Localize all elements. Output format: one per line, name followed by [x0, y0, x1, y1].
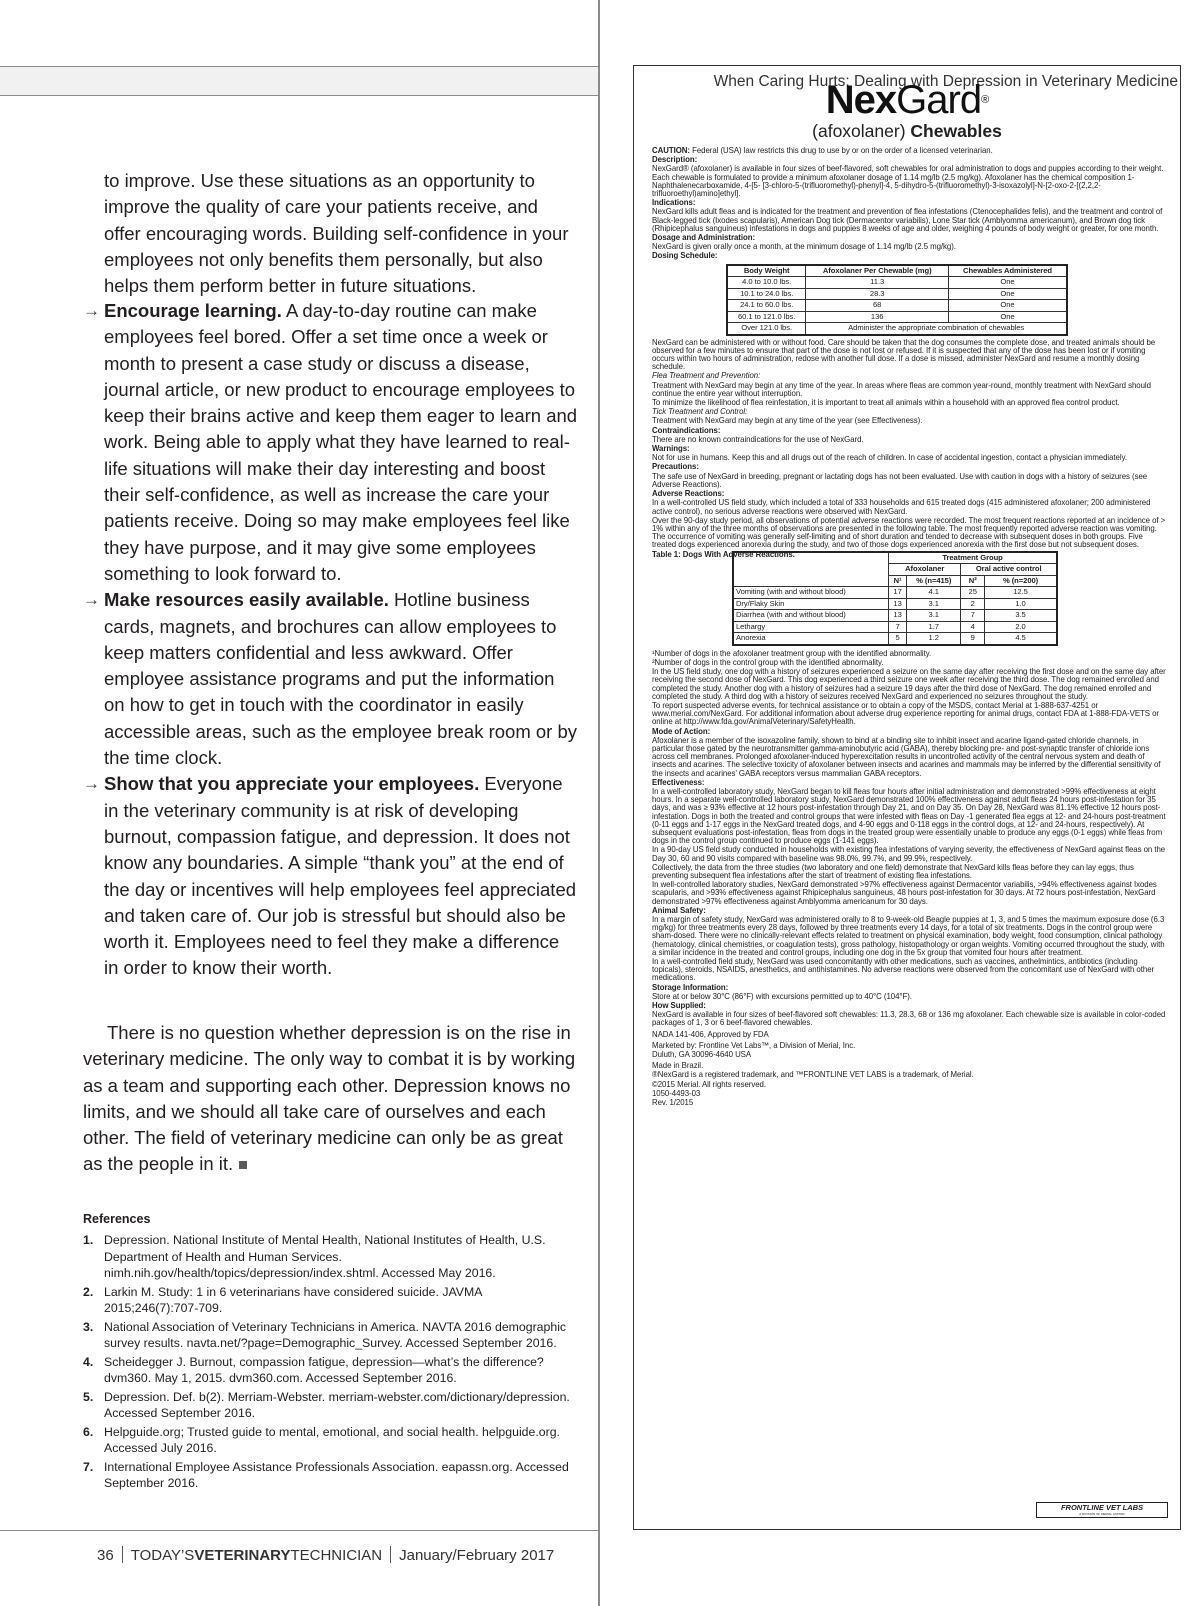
magazine-name-prefix: TODAY’S	[130, 1547, 195, 1564]
list-item-text: A day-to-day routine can make employees feel bored. Offer a set time once a week or month to present a case study or discuss a disease, journal article, or new product to encourage employees to keep their brains active and keep them eager to learn and work. Being able to apply what they have learned to real-life situations will make their day interesting and boost their self-confidence, as well as increase the care your patients receive. Doing so may make employees feel like they have purpose, and it may give some employees something to look forward to.	[104, 300, 578, 584]
table-row	[727, 300, 1067, 312]
effectiveness-text: In a 90-day US field study conducted in households with existing flea infestations of varying severity, the effectiveness of NexGard against fleas on the Day 30, 60 and 90 visits compared with baseline was 98.0%, 99.7%, and 99.9%, respectively.	[652, 845, 1166, 863]
flea-text: To minimize the likelihood of flea reinfestation, it is important to treat all animals within a household with an approved flea control product.	[652, 398, 1120, 408]
footer-divider	[390, 1546, 391, 1563]
footer-rule	[0, 1530, 598, 1531]
table-cell: 3.5	[985, 610, 1057, 622]
tips-list	[83, 298, 578, 982]
effectiveness-text: Collectively, the data from the three studies (two laboratory and one field) demonstrate that NexGard kills fleas before they can lay eggs, thus preventing subsequent flea infestations after the start of treatment of existing flea infestations.	[652, 862, 1134, 880]
references-list	[83, 1232, 578, 1494]
reference-number: 6.	[83, 1424, 94, 1439]
magazine-name-suffix: TECHNICIAN	[290, 1547, 383, 1564]
table-cell: One	[949, 277, 1067, 289]
reference-number: 2.	[83, 1284, 94, 1299]
magazine-name-bold: VETERINARY	[194, 1547, 291, 1564]
subsection-heading: Tick Treatment and Control:	[652, 407, 748, 417]
reference-text: Depression. Def. b(2). Merriam-Webster. merriam-webster.com/dictionary/depression. Accessed September 2016.	[104, 1389, 570, 1421]
table-row	[733, 621, 1057, 633]
table-cell: 9	[961, 633, 985, 645]
reference-item	[83, 1459, 578, 1492]
marketer-address: Duluth, GA 30096-4640 USA	[652, 1050, 752, 1060]
page-gutter-line	[598, 0, 600, 1606]
table-cell: 2.0	[985, 621, 1057, 633]
frontline-vet-labs-logo	[1036, 1502, 1168, 1518]
table-cell: 25	[961, 587, 985, 599]
brand-logo	[633, 78, 1181, 140]
dosing-schedule-table	[726, 264, 1068, 336]
end-mark-icon	[239, 1161, 247, 1169]
table-cell: 24.1 to 60.0 lbs.	[727, 300, 806, 312]
safety-text: In a well-controlled field study, NexGard was used concomitantly with other medications, such as vaccines, anthelmintics, antibiotics (including topicals), steroids, NSAIDS, anesthetics, and antihistamines. No adverse reactions were observed from the concomitant use of NexGard with other medications.	[652, 957, 1155, 983]
reference-text: Helpguide.org; Trusted guide to mental, emotional, and social health. helpguide.org. Accessed July 2016.	[104, 1424, 560, 1456]
table-cell: 11.3	[806, 277, 949, 289]
country-of-manufacture: Made in Brazil.	[652, 1061, 704, 1071]
table-row	[733, 598, 1057, 610]
safety-text: In a margin of safety study, NexGard was administered orally to 8 to 9-week-old Beagle puppies at 1, 3, and 5 times the maximum exposure dose (6.3 mg/kg) for three treatments every 28 days, followed by three treatments every 14 days, for a total of six treatments. Dogs in the control group were sham-dosed. There were no clinically-relevant effects related to treatment on physical examination, body weight, food consumption, clinical pathology (hematology, clinical chemistries, or coagulation tests), gross pathology, histopathology or organ weights. Vomiting occurred throughout the study, with a similar incidence in the treated and control groups, including one dog in the 5x group that vomited four hours after treatment.	[652, 915, 1165, 957]
reference-item	[83, 1354, 578, 1387]
warnings-text: Not for use in humans. Keep this and all drugs out of the reach of children. In case of accidental ingestion, contact a physician immediately.	[652, 453, 1127, 463]
list-item-title: Encourage learning.	[104, 300, 282, 321]
dosage-text: NexGard is given orally once a month, at the minimum dosage of 1.14 mg/lb (2.5 mg/kg).	[652, 242, 956, 252]
section-heading: Contraindications:	[652, 425, 721, 435]
table-cell: 17	[889, 587, 907, 599]
mode-of-action-text: Afoxolaner is a member of the isoxazoline family, shown to bind at a binding site to inhibit insect and acarine ligand-gated chloride channels, in particular those gated by the neurotransmitter gamma-aminobutyric acid (GABA), thereby blocking pre- and post-synaptic transfer of chloride ions across cell membranes. Prolonged afoxolaner-induced hyperexcitation results in uncontrolled activity of the central nervous system and death of insects and acarines. The selective toxicity of afoxolaner between insects and acarines and mammals may be inferred by the differential sensitivity of the insects and acarines’ GABA receptors versus mammalian GABA receptors.	[652, 735, 1161, 778]
product-form: Chewables	[910, 121, 1002, 141]
administration-text: NexGard can be administered with or without food. Care should be taken that the dog consumes the complete dose, and treated animals should be observed for a few minutes to ensure that part of the dose is not lost or refused. If it is suspected that any of the dose has been lost or if vomiting occurs within two hours of administration, redose with another full dose. If a dose is missed, administer NexGard and resume a monthly dosing schedule.	[652, 337, 1156, 372]
table-header: N²	[961, 575, 985, 587]
table-cell: 28.3	[806, 288, 949, 300]
table-cell: 4.0 to 10.0 lbs.	[727, 277, 806, 289]
effectiveness-text: In well-controlled laboratory studies, NexGard demonstrated >97% effectiveness against Dermacentor variabilis, >94% effectiveness against Ixodes scapularis, and >93% effectiveness against Rhipicephalus sanguineus, 48 hours post-infestation for 30 days. At 72 hours post-infestation, NexGard demonstrated >97% effectiveness against Amblyomma americanum for 30 days.	[652, 880, 1157, 906]
table-cell: 60.1 to 121.0 lbs.	[727, 311, 806, 323]
reference-text: Larkin M. Study: 1 in 6 veterinarians have considered suicide. JAVMA 2015;246(7):707-709.	[104, 1284, 482, 1316]
product-code: 1050-4493-03	[652, 1088, 701, 1098]
table-row	[727, 323, 1067, 335]
table-header-row	[733, 575, 1057, 587]
table-cell: Lethargy	[733, 621, 889, 633]
closing-text: There is no question whether depression is on the rise in veterinary medicine. The only way to combat it is by working as a team and supporting each other. Depression knows no limits, and we should all take care of ourselves and each other. The field of veterinary medicine can only be as great as the people in it.	[83, 1022, 576, 1175]
trademark-notice: ®NexGard is a registered trademark, and ™FRONTLINE VET LABS is a trademark, of Merial.	[652, 1070, 974, 1080]
table-cell: Over 121.0 lbs.	[727, 323, 806, 335]
table-cell: 12.5	[985, 587, 1057, 599]
table-cell: 13	[889, 610, 907, 622]
table-cell: Vomiting (with and without blood)	[733, 587, 889, 599]
section-heading: Mode of Action:	[652, 726, 711, 736]
table-cell: Diarrhea (with and without blood)	[733, 610, 889, 622]
list-item-text: Hotline business cards, magnets, and brochures can allow employees to keep matters confidential and less awkward. Offer employee assistance programs and put the information on how to get in touch with the coordinator in easily accessible areas, such as the employee break room or by the time clock.	[104, 589, 578, 769]
list-item	[83, 771, 578, 981]
list-item	[83, 587, 578, 771]
adverse-reactions-table	[732, 551, 1058, 646]
reference-number: 4.	[83, 1354, 94, 1369]
table-cell: Anorexia	[733, 633, 889, 645]
reporting-text: To report suspected adverse events, for technical assistance or to obtain a copy of the MSDS, contact Merial at 1-888-637-4251 or www.merial.com/NexGard. For additional information about adverse drug experience reporting for animal drugs, contact FDA at 1-888-FDA-VETS or online at http://www.fda.gov/AnimalVeterinary/SafetyHealth.	[652, 700, 1159, 727]
seizure-text: In the US field study, one dog with a history of seizures experienced a seizure on the same day after receiving the first dose and on the same day after receiving the second dose of NexGard. This dog experienced a third seizure one week after receiving the third dose. The dog remained enrolled and completed the study. Another dog with a history of seizures had a seizure 19 days after the third dose of NexGard. The dog remained enrolled and completed the study. A third dog with a history of seizures received NexGard and experienced no seizures throughout the study.	[652, 667, 1166, 701]
running-header-band	[0, 67, 598, 96]
table-header: Oral active control	[961, 564, 1057, 576]
brand-subtitle	[633, 122, 1181, 140]
copyright-notice: ©2015 Merial. All rights reserved.	[652, 1079, 766, 1089]
table-title: Table 1: Dogs With Adverse Reactions.	[652, 549, 795, 559]
table-cell: 1.2	[907, 633, 961, 645]
section-heading: Description:	[652, 155, 698, 165]
page-footer	[97, 1546, 554, 1564]
brand-name-nex: Nex	[825, 78, 897, 122]
reference-item	[83, 1284, 578, 1317]
table-header: % (n=200)	[985, 575, 1057, 587]
reference-item	[83, 1389, 578, 1422]
section-heading: Dosing Schedule:	[652, 251, 718, 261]
table-header: Afoxolaner	[889, 564, 961, 576]
table-cell: 4	[961, 621, 985, 633]
reference-number: 3.	[83, 1319, 94, 1334]
section-heading: Adverse Reactions:	[652, 489, 725, 499]
reference-number: 1.	[83, 1233, 94, 1247]
adverse-text: Over the 90-day study period, all observations of potential adverse reactions were recorded. The most frequent reactions reported at an incidence of > 1% within any of the three months of observations are presented in the following table. The most frequently reported adverse reaction was vomiting. The occurrence of vomiting was generally self-limiting and of short duration and tended to decrease with subsequent doses in both groups. Five treated dogs experienced anorexia during the study, and two of those dogs experienced anorexia with the first dose but not subsequent doses.	[652, 515, 1166, 550]
table-row	[727, 311, 1067, 323]
table-header: Treatment Group	[889, 552, 1057, 564]
issue-date: January/February 2017	[399, 1547, 555, 1564]
table-cell: 3.1	[907, 598, 961, 610]
list-item	[83, 298, 578, 587]
section-heading: Storage Information:	[652, 982, 729, 992]
prescribing-information	[652, 147, 1166, 1108]
table-cell: 4.1	[907, 587, 961, 599]
registered-mark: ®	[981, 94, 989, 106]
section-heading: Dosage and Administration:	[652, 233, 756, 243]
footer-divider	[122, 1546, 123, 1563]
section-heading: Indications:	[652, 198, 696, 208]
list-item-title: Make resources easily available.	[104, 589, 389, 611]
running-header-title: When Caring Hurts: Dealing with Depression in Veterinary Medicine	[713, 73, 1178, 90]
reference-number: 7.	[83, 1459, 94, 1474]
table-row	[733, 587, 1057, 599]
brand-name-gard: Gard	[896, 78, 982, 122]
intro-paragraph: to improve. Use these situations as an opportunity to improve the quality of care your patients receive, and offer encouraging words. Building self-confidence in your employees not only benefits them personally, but also helps them perform better in future situations.	[104, 170, 569, 297]
table-cell: Dry/Flaky Skin	[733, 598, 889, 610]
section-heading: How Supplied:	[652, 1001, 706, 1011]
description-text: NexGard® (afoxolaner) is available in four sizes of beef-flavored, soft chewables for oral administration to dogs and puppies according to their weight. Each chewable is formulated to provide a minimum afoxolaner dosage of 1.14 mg/lb (2.5 mg/kg). Afoxolaner has the chemical composition 1-Naphthalenecarboxamide, 4-[5- [3-chloro-5-(trifluoromethyl)-phenyl]-4, 5-dihydro-5-(trifluoromethyl)-3-isoxazolyl]-N-[2-oxo-2-[(2,2,2-trifluoroethyl)amino]ethyl].	[652, 164, 1164, 199]
table-cell: 4.5	[985, 633, 1057, 645]
flea-text: Treatment with NexGard may begin at any time of the year. In areas where fleas are common year-round, monthly treatment with NexGard should continue the entire year without interruption.	[652, 380, 1151, 398]
table-cell: 2	[961, 598, 985, 610]
table-cell: 7	[889, 621, 907, 633]
table-cell: 1.7	[907, 621, 961, 633]
contraindications-text: There are no known contraindications for the use of NexGard.	[652, 434, 864, 444]
arrow-icon: →	[83, 590, 100, 610]
reference-item	[83, 1424, 578, 1457]
caution-text: Federal (USA) law restricts this drug to use by or on the order of a licensed veterinarian.	[689, 146, 993, 155]
table-header: Body Weight	[727, 265, 806, 277]
table-header-row	[727, 265, 1067, 277]
table-cell: 13	[889, 598, 907, 610]
generic-name: (afoxolaner)	[812, 121, 906, 141]
table-cell: One	[949, 300, 1067, 312]
section-heading: Animal Safety:	[652, 905, 706, 915]
table-cell: 5	[889, 633, 907, 645]
arrow-icon: →	[83, 774, 100, 794]
closing-paragraph	[83, 1020, 578, 1178]
table-header: N¹	[889, 575, 907, 587]
table-cell: 136	[806, 311, 949, 323]
reference-text: International Employee Assistance Professionals Association. eapassn.org. Accessed September 2016.	[104, 1459, 569, 1491]
table-header: % (n=415)	[907, 575, 961, 587]
section-heading: Effectiveness:	[652, 777, 705, 787]
references-heading: References	[83, 1212, 151, 1226]
subsection-heading: Flea Treatment and Prevention:	[652, 371, 761, 381]
nada-number: NADA 141-406, Approved by FDA	[652, 1029, 769, 1039]
table-row	[733, 633, 1057, 645]
table-row	[727, 277, 1067, 289]
arrow-icon: →	[83, 301, 100, 320]
table-row	[733, 610, 1057, 622]
revision-date: Rev. 1/2015	[652, 1098, 694, 1108]
table-cell: 1.0	[985, 598, 1057, 610]
reference-number: 5.	[83, 1389, 94, 1404]
logo-text: FRONTLINE VET LABS	[1060, 1503, 1144, 1512]
table-header: Afoxolaner Per Chewable (mg)	[806, 265, 949, 277]
table-cell: 68	[806, 300, 949, 312]
how-supplied-text: NexGard is available in four sizes of beef-flavored soft chewables: 11.3, 28.3, 68 or 136 mg afoxolaner. Each chewable size is available in color-coded packages of 1, 3 or 6 beef-flavored chewables.	[652, 1010, 1166, 1028]
reference-text: Scheidegger J. Burnout, compassion fatigue, depression—what’s the difference? dvm360. May 1, 2015. dvm360.com. Accessed September 2016.	[104, 1354, 544, 1386]
indications-text: NexGard kills adult fleas and is indicated for the treatment and prevention of flea infestations (Ctenocephalides felis), and the treatment and control of Black-legged tick (Ixodes scapularis), American Dog tick (Dermacentor variabilis), Lone Star tick (Amblyomma americanum), and Brown dog tick (Rhipicephalus sanguineus) infestations in dogs and puppies 8 weeks of age and older, weighing 4 pounds of body weight or greater, for one month.	[652, 207, 1163, 233]
page-number: 36	[97, 1547, 114, 1564]
table-footnote: ¹Number of dogs in the afoxolaner treatment group with the identified abnormality.	[652, 648, 932, 658]
table-cell: One	[949, 288, 1067, 300]
logo-subtext: A DIVISION OF MERIAL LIMITED	[1079, 1512, 1125, 1516]
adverse-text: In a well-controlled US field study, which included a total of 333 households and 615 treated dogs (415 administered afoxolaner; 200 administered active control), no serious adverse reactions were observed with NexGard.	[652, 498, 1151, 516]
reference-item	[83, 1319, 578, 1352]
table-cell: 3.1	[907, 610, 961, 622]
section-heading: Precautions:	[652, 462, 699, 472]
section-heading: Warnings:	[652, 444, 690, 454]
table-row	[727, 288, 1067, 300]
table-cell: Administer the appropriate combination of chewables	[806, 323, 1067, 335]
section-heading: CAUTION:	[652, 146, 690, 155]
list-item-title: Show that you appreciate your employees.	[104, 773, 480, 795]
reference-text: Depression. National Institute of Mental Health, National Institutes of Health, U.S. Department of Health and Human Services. nimh.nih.gov/health/topics/depression/index.shtml. Accessed May 2016.	[104, 1233, 546, 1281]
table-cell: One	[949, 311, 1067, 323]
table-cell: 10.1 to 24.0 lbs.	[727, 288, 806, 300]
table-header: Chewables Administered	[949, 265, 1067, 277]
list-item-text: Everyone in the veterinary community is at risk of developing burnout, compassion fatigue, and depression. It does not know any boundaries. A simple “thank you” at the end of the day or incentives will help employees feel appreciated and taken care of. Our job is stressful but should also be worth it. Employees need to feel they make a difference in order to know their worth.	[104, 773, 577, 979]
marketer-line: Marketed by: Frontline Vet Labs™, a Division of Merial, Inc.	[652, 1040, 856, 1050]
brand-name	[633, 78, 1181, 122]
table-header-row	[733, 564, 1057, 576]
storage-text: Store at or below 30°C (86°F) with excursions permitted up to 40°C (104°F).	[652, 991, 912, 1001]
table-footnote: ²Number of dogs in the control group with the identified abnormality.	[652, 657, 884, 667]
tick-text: Treatment with NexGard may begin at any time of the year (see Effectiveness).	[652, 416, 923, 426]
reference-item	[83, 1232, 578, 1282]
precautions-text: The safe use of NexGard in breeding, pregnant or lactating dogs has not been evaluated. Use with caution in dogs with a history of seizures (see Adverse Reactions).	[652, 471, 1148, 489]
reference-text: National Association of Veterinary Technicians in America. NAVTA 2016 demographic survey results. navta.net/?page=Demographic_Survey. Accessed September 2016.	[104, 1319, 567, 1351]
effectiveness-text: In a well-controlled laboratory study, NexGard began to kill fleas four hours after initial administration and demonstrated >99% effectiveness at eight hours. In a separate well-controlled laboratory study, NexGard demonstrated 100% effectiveness against adult fleas 24 hours post-infestation for 35 days, and was ≥ 93% effective at 12 hours post-infestation through Day 21, and on Day 35. On Day 28, NexGard was 81.1% effective 12 hours post-infestation. Dogs in both the treated and control groups that were infested with fleas on Day -1 generated flea eggs at 12- and 24-hours post-treatment (0-11 eggs and 1-17 eggs in the NexGard treated dogs, and 4-90 eggs and 0-118 eggs in the control dogs, at 12- and 24-hours, respectively). At subsequent evaluations post-infestation, fleas from dogs in the treated group were essentially unable to produce any eggs (0-1 eggs) while fleas from dogs in the control group continued to produce eggs (1-141 eggs).	[652, 786, 1166, 846]
table-cell: 7	[961, 610, 985, 622]
